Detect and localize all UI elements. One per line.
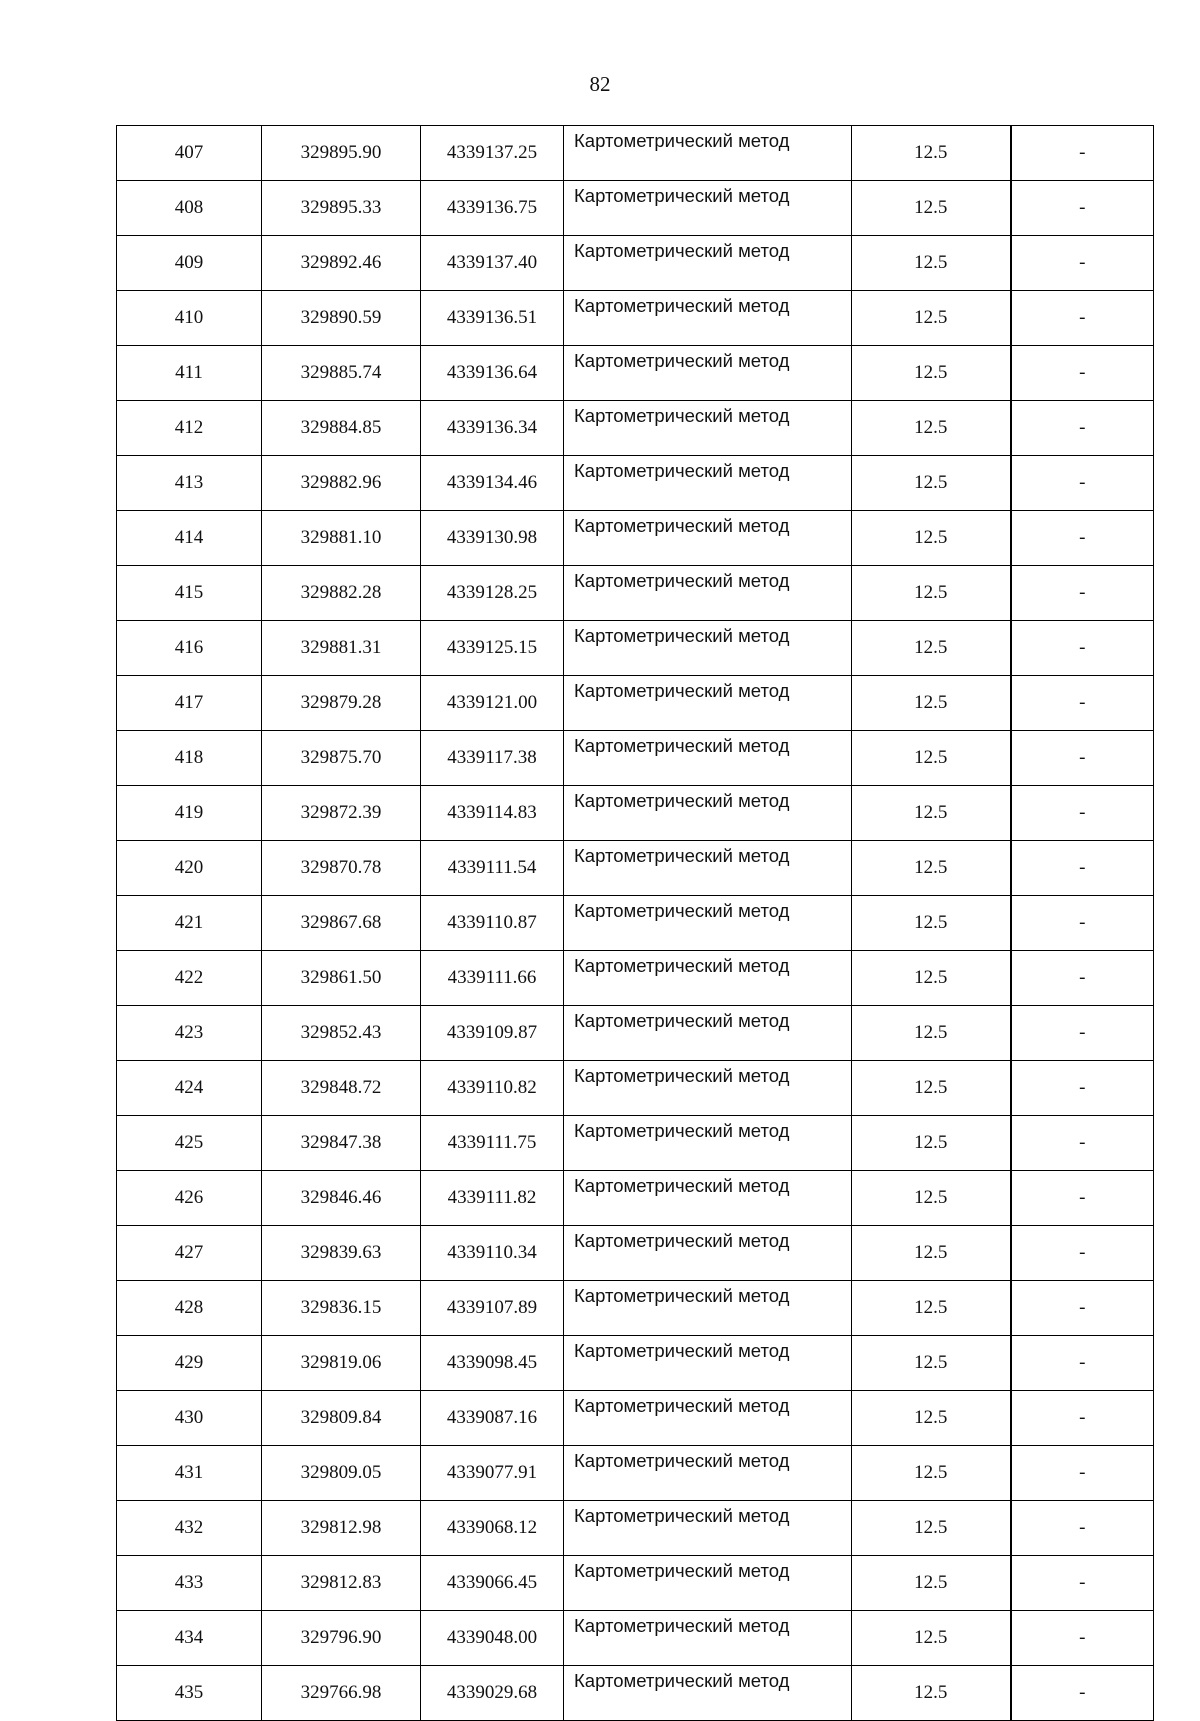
y-coordinate-cell: 4339137.25 xyxy=(421,126,564,181)
x-coordinate-cell: 329875.70 xyxy=(262,731,421,786)
point-number-cell: 424 xyxy=(117,1061,262,1116)
note-cell: - xyxy=(1011,1006,1154,1061)
table-row xyxy=(117,126,1154,181)
method-cell: Картометрический метод xyxy=(564,401,852,456)
y-coordinate-cell: 4339110.34 xyxy=(421,1226,564,1281)
note-cell: - xyxy=(1011,1556,1154,1611)
point-number-cell: 428 xyxy=(117,1281,262,1336)
table-row xyxy=(117,1446,1154,1501)
x-coordinate-cell: 329796.90 xyxy=(262,1611,421,1666)
accuracy-cell: 12.5 xyxy=(852,1171,1011,1226)
x-coordinate-cell: 329879.28 xyxy=(262,676,421,731)
accuracy-cell: 12.5 xyxy=(852,456,1011,511)
table-row xyxy=(117,1556,1154,1611)
point-number-cell: 433 xyxy=(117,1556,262,1611)
point-number-cell: 410 xyxy=(117,291,262,346)
table-row xyxy=(117,236,1154,291)
x-coordinate-cell: 329836.15 xyxy=(262,1281,421,1336)
method-cell: Картометрический метод xyxy=(564,621,852,676)
y-coordinate-cell: 4339107.89 xyxy=(421,1281,564,1336)
y-coordinate-cell: 4339068.12 xyxy=(421,1501,564,1556)
point-number-cell: 414 xyxy=(117,511,262,566)
table-row xyxy=(117,1006,1154,1061)
table-row xyxy=(117,841,1154,896)
y-coordinate-cell: 4339111.82 xyxy=(421,1171,564,1226)
y-coordinate-cell: 4339029.68 xyxy=(421,1666,564,1721)
y-coordinate-cell: 4339121.00 xyxy=(421,676,564,731)
table-row xyxy=(117,511,1154,566)
accuracy-cell: 12.5 xyxy=(852,511,1011,566)
note-cell: - xyxy=(1011,621,1154,676)
y-coordinate-cell: 4339087.16 xyxy=(421,1391,564,1446)
y-coordinate-cell: 4339111.75 xyxy=(421,1116,564,1171)
accuracy-cell: 12.5 xyxy=(852,621,1011,676)
method-cell: Картометрический метод xyxy=(564,1501,852,1556)
x-coordinate-cell: 329846.46 xyxy=(262,1171,421,1226)
table-row xyxy=(117,1281,1154,1336)
x-coordinate-cell: 329766.98 xyxy=(262,1666,421,1721)
method-cell: Картометрический метод xyxy=(564,1226,852,1281)
note-cell: - xyxy=(1011,566,1154,621)
accuracy-cell: 12.5 xyxy=(852,1281,1011,1336)
note-cell: - xyxy=(1011,896,1154,951)
method-cell: Картометрический метод xyxy=(564,566,852,621)
x-coordinate-cell: 329839.63 xyxy=(262,1226,421,1281)
x-coordinate-cell: 329809.05 xyxy=(262,1446,421,1501)
x-coordinate-cell: 329819.06 xyxy=(262,1336,421,1391)
method-cell: Картометрический метод xyxy=(564,676,852,731)
method-cell: Картометрический метод xyxy=(564,1446,852,1501)
table-row xyxy=(117,566,1154,621)
point-number-cell: 434 xyxy=(117,1611,262,1666)
table-row xyxy=(117,1611,1154,1666)
method-cell: Картометрический метод xyxy=(564,1611,852,1666)
point-number-cell: 418 xyxy=(117,731,262,786)
table-row xyxy=(117,786,1154,841)
table-row xyxy=(117,1061,1154,1116)
accuracy-cell: 12.5 xyxy=(852,786,1011,841)
x-coordinate-cell: 329881.10 xyxy=(262,511,421,566)
point-number-cell: 426 xyxy=(117,1171,262,1226)
accuracy-cell: 12.5 xyxy=(852,566,1011,621)
accuracy-cell: 12.5 xyxy=(852,181,1011,236)
note-cell: - xyxy=(1011,511,1154,566)
x-coordinate-cell: 329881.31 xyxy=(262,621,421,676)
accuracy-cell: 12.5 xyxy=(852,676,1011,731)
point-number-cell: 420 xyxy=(117,841,262,896)
y-coordinate-cell: 4339048.00 xyxy=(421,1611,564,1666)
note-cell: - xyxy=(1011,786,1154,841)
note-cell: - xyxy=(1011,731,1154,786)
accuracy-cell: 12.5 xyxy=(852,1061,1011,1116)
table-row xyxy=(117,896,1154,951)
accuracy-cell: 12.5 xyxy=(852,291,1011,346)
point-number-cell: 432 xyxy=(117,1501,262,1556)
y-coordinate-cell: 4339136.64 xyxy=(421,346,564,401)
method-cell: Картометрический метод xyxy=(564,841,852,896)
accuracy-cell: 12.5 xyxy=(852,1611,1011,1666)
point-number-cell: 429 xyxy=(117,1336,262,1391)
point-number-cell: 407 xyxy=(117,126,262,181)
accuracy-cell: 12.5 xyxy=(852,1666,1011,1721)
method-cell: Картометрический метод xyxy=(564,291,852,346)
method-cell: Картометрический метод xyxy=(564,511,852,566)
method-cell: Картометрический метод xyxy=(564,236,852,291)
x-coordinate-cell: 329892.46 xyxy=(262,236,421,291)
y-coordinate-cell: 4339130.98 xyxy=(421,511,564,566)
note-cell: - xyxy=(1011,1666,1154,1721)
note-cell: - xyxy=(1011,236,1154,291)
x-coordinate-cell: 329852.43 xyxy=(262,1006,421,1061)
x-coordinate-cell: 329861.50 xyxy=(262,951,421,1006)
note-cell: - xyxy=(1011,1336,1154,1391)
accuracy-cell: 12.5 xyxy=(852,1006,1011,1061)
x-coordinate-cell: 329809.84 xyxy=(262,1391,421,1446)
point-number-cell: 408 xyxy=(117,181,262,236)
method-cell: Картометрический метод xyxy=(564,1556,852,1611)
x-coordinate-cell: 329885.74 xyxy=(262,346,421,401)
point-number-cell: 415 xyxy=(117,566,262,621)
y-coordinate-cell: 4339137.40 xyxy=(421,236,564,291)
accuracy-cell: 12.5 xyxy=(852,1116,1011,1171)
note-cell: - xyxy=(1011,126,1154,181)
point-number-cell: 422 xyxy=(117,951,262,1006)
table-row xyxy=(117,731,1154,786)
y-coordinate-cell: 4339136.75 xyxy=(421,181,564,236)
method-cell: Картометрический метод xyxy=(564,1666,852,1721)
accuracy-cell: 12.5 xyxy=(852,346,1011,401)
point-number-cell: 409 xyxy=(117,236,262,291)
point-number-cell: 421 xyxy=(117,896,262,951)
table-row xyxy=(117,1226,1154,1281)
accuracy-cell: 12.5 xyxy=(852,1336,1011,1391)
accuracy-cell: 12.5 xyxy=(852,1501,1011,1556)
note-cell: - xyxy=(1011,456,1154,511)
accuracy-cell: 12.5 xyxy=(852,1556,1011,1611)
point-number-cell: 427 xyxy=(117,1226,262,1281)
table-row xyxy=(117,951,1154,1006)
note-cell: - xyxy=(1011,951,1154,1006)
y-coordinate-cell: 4339098.45 xyxy=(421,1336,564,1391)
method-cell: Картометрический метод xyxy=(564,731,852,786)
y-coordinate-cell: 4339125.15 xyxy=(421,621,564,676)
y-coordinate-cell: 4339117.38 xyxy=(421,731,564,786)
x-coordinate-cell: 329882.28 xyxy=(262,566,421,621)
x-coordinate-cell: 329895.90 xyxy=(262,126,421,181)
accuracy-cell: 12.5 xyxy=(852,731,1011,786)
note-cell: - xyxy=(1011,1116,1154,1171)
table-row xyxy=(117,1336,1154,1391)
note-cell: - xyxy=(1011,1501,1154,1556)
point-number-cell: 435 xyxy=(117,1666,262,1721)
method-cell: Картометрический метод xyxy=(564,1336,852,1391)
note-cell: - xyxy=(1011,346,1154,401)
note-cell: - xyxy=(1011,1281,1154,1336)
note-cell: - xyxy=(1011,676,1154,731)
method-cell: Картометрический метод xyxy=(564,896,852,951)
method-cell: Картометрический метод xyxy=(564,1006,852,1061)
y-coordinate-cell: 4339109.87 xyxy=(421,1006,564,1061)
table-row xyxy=(117,1391,1154,1446)
method-cell: Картометрический метод xyxy=(564,786,852,841)
accuracy-cell: 12.5 xyxy=(852,1446,1011,1501)
x-coordinate-cell: 329867.68 xyxy=(262,896,421,951)
method-cell: Картометрический метод xyxy=(564,346,852,401)
table-row xyxy=(117,1116,1154,1171)
point-number-cell: 411 xyxy=(117,346,262,401)
method-cell: Картометрический метод xyxy=(564,456,852,511)
point-number-cell: 416 xyxy=(117,621,262,676)
method-cell: Картометрический метод xyxy=(564,126,852,181)
point-number-cell: 425 xyxy=(117,1116,262,1171)
note-cell: - xyxy=(1011,1061,1154,1116)
accuracy-cell: 12.5 xyxy=(852,1391,1011,1446)
note-cell: - xyxy=(1011,1171,1154,1226)
accuracy-cell: 12.5 xyxy=(852,401,1011,456)
y-coordinate-cell: 4339077.91 xyxy=(421,1446,564,1501)
y-coordinate-cell: 4339110.87 xyxy=(421,896,564,951)
y-coordinate-cell: 4339134.46 xyxy=(421,456,564,511)
note-cell: - xyxy=(1011,1226,1154,1281)
accuracy-cell: 12.5 xyxy=(852,841,1011,896)
method-cell: Картометрический метод xyxy=(564,181,852,236)
table-row xyxy=(117,181,1154,236)
y-coordinate-cell: 4339136.34 xyxy=(421,401,564,456)
accuracy-cell: 12.5 xyxy=(852,1226,1011,1281)
table-row xyxy=(117,346,1154,401)
table-row xyxy=(117,401,1154,456)
method-cell: Картометрический метод xyxy=(564,1116,852,1171)
x-coordinate-cell: 329895.33 xyxy=(262,181,421,236)
table-row xyxy=(117,1171,1154,1226)
page-number: 82 xyxy=(589,72,611,96)
y-coordinate-cell: 4339066.45 xyxy=(421,1556,564,1611)
x-coordinate-cell: 329812.98 xyxy=(262,1501,421,1556)
table-row xyxy=(117,1666,1154,1721)
x-coordinate-cell: 329848.72 xyxy=(262,1061,421,1116)
x-coordinate-cell: 329847.38 xyxy=(262,1116,421,1171)
x-coordinate-cell: 329882.96 xyxy=(262,456,421,511)
y-coordinate-cell: 4339111.54 xyxy=(421,841,564,896)
y-coordinate-cell: 4339128.25 xyxy=(421,566,564,621)
x-coordinate-cell: 329890.59 xyxy=(262,291,421,346)
method-cell: Картометрический метод xyxy=(564,951,852,1006)
x-coordinate-cell: 329872.39 xyxy=(262,786,421,841)
note-cell: - xyxy=(1011,1611,1154,1666)
point-number-cell: 413 xyxy=(117,456,262,511)
note-cell: - xyxy=(1011,1391,1154,1446)
y-coordinate-cell: 4339114.83 xyxy=(421,786,564,841)
x-coordinate-cell: 329812.83 xyxy=(262,1556,421,1611)
y-coordinate-cell: 4339110.82 xyxy=(421,1061,564,1116)
method-cell: Картометрический метод xyxy=(564,1281,852,1336)
accuracy-cell: 12.5 xyxy=(852,896,1011,951)
point-number-cell: 412 xyxy=(117,401,262,456)
point-number-cell: 417 xyxy=(117,676,262,731)
table-row xyxy=(117,291,1154,346)
y-coordinate-cell: 4339136.51 xyxy=(421,291,564,346)
point-number-cell: 430 xyxy=(117,1391,262,1446)
table-row xyxy=(117,1501,1154,1556)
method-cell: Картометрический метод xyxy=(564,1061,852,1116)
table-row xyxy=(117,621,1154,676)
note-cell: - xyxy=(1011,401,1154,456)
coordinates-table-body xyxy=(117,126,1154,1721)
table-row xyxy=(117,456,1154,511)
note-cell: - xyxy=(1011,1446,1154,1501)
x-coordinate-cell: 329870.78 xyxy=(262,841,421,896)
note-cell: - xyxy=(1011,841,1154,896)
point-number-cell: 419 xyxy=(117,786,262,841)
coordinates-table xyxy=(116,125,1154,1721)
method-cell: Картометрический метод xyxy=(564,1391,852,1446)
method-cell: Картометрический метод xyxy=(564,1171,852,1226)
note-cell: - xyxy=(1011,291,1154,346)
point-number-cell: 431 xyxy=(117,1446,262,1501)
point-number-cell: 423 xyxy=(117,1006,262,1061)
y-coordinate-cell: 4339111.66 xyxy=(421,951,564,1006)
note-cell: - xyxy=(1011,181,1154,236)
accuracy-cell: 12.5 xyxy=(852,126,1011,181)
accuracy-cell: 12.5 xyxy=(852,236,1011,291)
accuracy-cell: 12.5 xyxy=(852,951,1011,1006)
table-row xyxy=(117,676,1154,731)
x-coordinate-cell: 329884.85 xyxy=(262,401,421,456)
